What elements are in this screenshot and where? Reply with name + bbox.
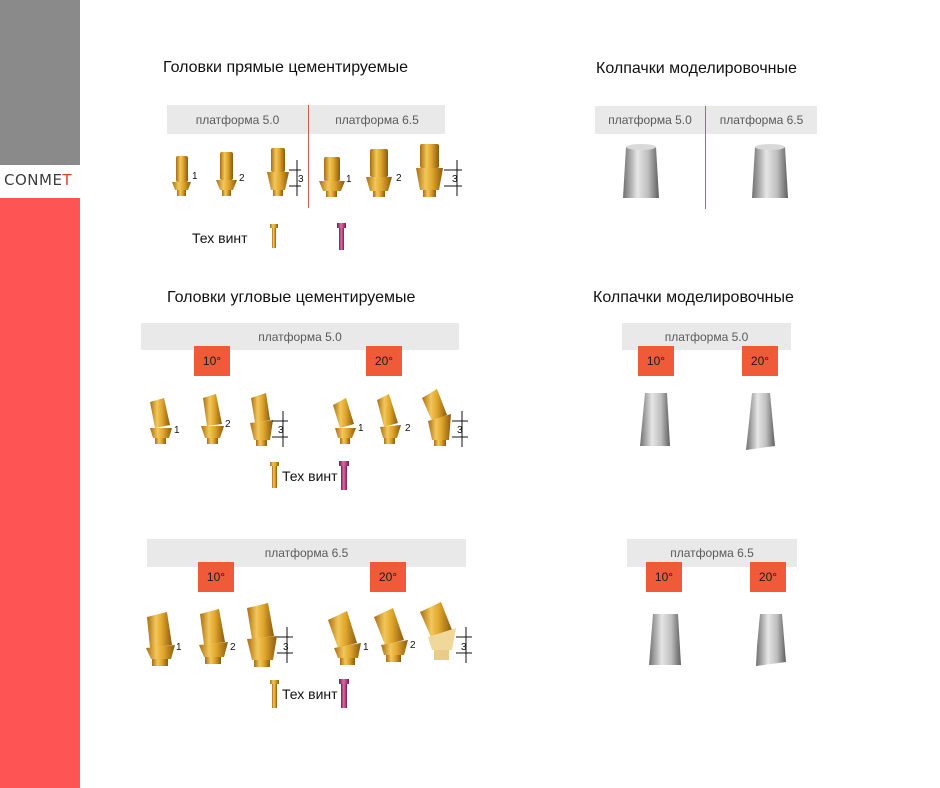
straight-abutment-65-3 (416, 144, 443, 197)
modeling-cap-angled-50-10 (640, 393, 670, 446)
angle-10-tag-65: 10° (198, 562, 234, 592)
tech-screw-magenta-icon (339, 461, 349, 490)
caps-platform-65-header: платформа 6.5 (706, 106, 817, 134)
tech-screw-label-3: Тех винт (282, 686, 338, 702)
size-label: 1 (174, 425, 180, 436)
angled-abutment-65-20-2 (374, 608, 408, 662)
angled-abutment-65-10-2 (199, 609, 228, 664)
modeling-cap-angled-65-20 (756, 614, 786, 666)
angled-abutment-50-20-1 (333, 398, 356, 444)
angled-abutment-50-10-2 (201, 394, 224, 444)
caps-angle-10-tag: 10° (638, 346, 674, 376)
conmet-logo: CONMET (4, 171, 73, 189)
size-label: 2 (405, 423, 411, 434)
tech-screw-label-2: Тех винт (282, 468, 338, 484)
height-label: 3 (461, 642, 467, 653)
modeling-cap-angled-65-10 (649, 614, 681, 665)
tech-screw-gold-icon (270, 680, 279, 708)
size-label: 2 (230, 642, 236, 653)
height-label: 3 (452, 174, 458, 185)
angled-abutment-50-20-2 (377, 394, 401, 444)
caps-angled-platform-65-header: платформа 6.5 (627, 539, 797, 567)
tech-screw-gold-icon (270, 224, 278, 248)
modeling-cap-65 (752, 144, 788, 198)
tech-screw-magenta-icon (337, 223, 346, 250)
angled-abutment-50-20-3 (422, 389, 451, 446)
angled-abutment-65-20-3 (420, 602, 456, 660)
height-label: 3 (278, 425, 284, 436)
straight-abutment-50-2 (216, 152, 237, 196)
modeling-caps-title-1: Колпачки моделировочные (596, 60, 797, 77)
modeling-caps-title-2: Колпачки моделировочные (593, 289, 794, 306)
straight-abutment-50-1 (172, 156, 191, 196)
angled-abutment-65-20-1 (328, 611, 361, 665)
height-label: 3 (283, 642, 289, 653)
caps-angle-20-tag-65: 20° (750, 562, 786, 592)
angled-abutments-title: Головки угловые цементируемые (167, 289, 416, 306)
modeling-cap-50 (623, 144, 659, 198)
platform-65-header: платформа 6.5 (309, 105, 445, 134)
modeling-cap-angled-50-20 (746, 393, 775, 450)
angled-platform-50-header: платформа 5.0 (141, 323, 459, 350)
angled-platform-65-header: платформа 6.5 (147, 539, 466, 567)
straight-abutment-65-2 (366, 149, 392, 197)
tech-screw-gold-icon (270, 462, 279, 488)
angled-abutment-50-10-3 (250, 393, 273, 446)
angle-20-tag: 20° (366, 346, 402, 376)
angled-abutment-65-10-3 (247, 603, 277, 667)
angle-10-tag: 10° (194, 346, 230, 376)
size-label: 1 (363, 642, 369, 653)
size-label: 2 (410, 640, 416, 651)
size-label: 2 (396, 173, 402, 184)
size-label: 2 (239, 173, 245, 184)
angled-abutment-65-10-1 (146, 612, 175, 666)
height-label: 3 (298, 174, 304, 185)
height-label: 3 (457, 425, 463, 436)
straight-abutments-title: Головки прямые цементируемые (163, 59, 409, 76)
size-label: 1 (346, 174, 352, 185)
caps-platform-50-header: платформа 5.0 (595, 106, 705, 134)
caps-angle-10-tag-65: 10° (646, 562, 682, 592)
size-label: 2 (225, 419, 231, 430)
straight-abutment-50-3 (267, 148, 289, 196)
caps-angled-platform-50-header: платформа 5.0 (622, 323, 791, 350)
tech-screw-magenta-icon (339, 679, 349, 708)
platform-50-header: платформа 5.0 (167, 105, 308, 134)
straight-abutment-65-1 (319, 157, 345, 197)
angle-20-tag-65: 20° (370, 562, 406, 592)
size-label: 1 (176, 642, 182, 653)
tech-screw-label-1: Тех винт (192, 230, 248, 246)
caps-angle-20-tag: 20° (742, 346, 778, 376)
size-label: 1 (192, 171, 198, 182)
size-label: 1 (358, 423, 364, 434)
angled-abutment-50-10-1 (150, 398, 172, 444)
